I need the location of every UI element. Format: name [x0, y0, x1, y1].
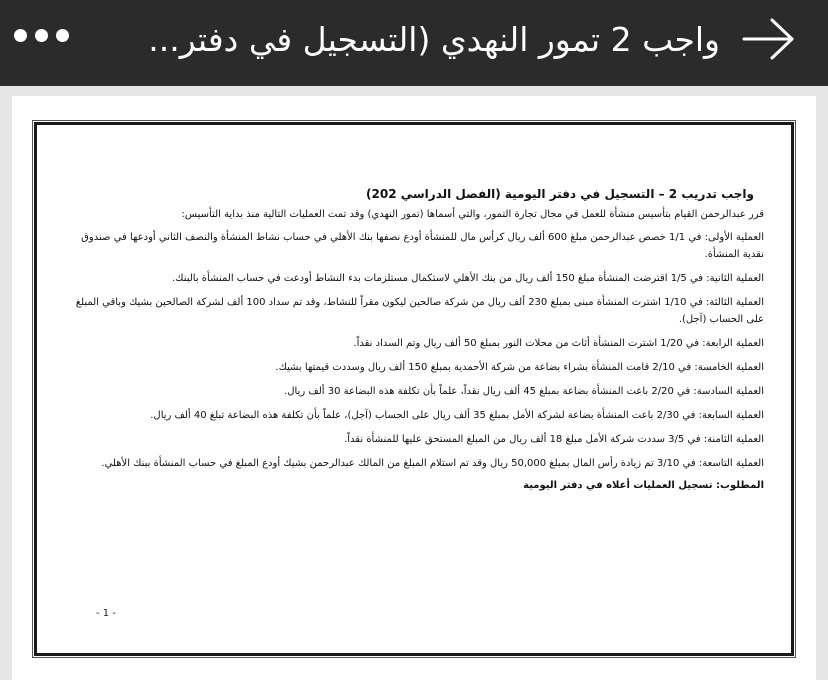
operation-item — [64, 294, 764, 328]
operation-label: العملية الثانية: — [706, 273, 764, 284]
operation-text: في 1/1 خصص عبدالرحمن مبلغ 600 ألف ريال كرأس مال للمنشأة أودع نصفها بنك الأهلي في حساب نشاط المنشأة والنصف الثاني أودعها في صندوق نقدية المنشأة. — [81, 232, 764, 260]
title-bar — [0, 0, 828, 86]
operation-text: في 3/5 سددت شركة الأمل مبلغ 18 ألف ريال من المبلغ المستحق عليها للمنشأة نقداً. — [344, 434, 701, 445]
operation-text: في 1/20 اشترت المنشأة أثاث من محلات النور بمبلغ 50 ألف ريال وتم السداد نقداً. — [353, 338, 700, 349]
document-page[interactable] — [12, 96, 816, 680]
operation-item — [64, 335, 764, 352]
operation-item — [64, 359, 764, 376]
operation-item — [64, 229, 764, 263]
required-task: المطلوب: تسجيل العمليات أعلاه في دفتر اليومية — [523, 480, 764, 491]
dot — [56, 29, 69, 42]
operation-text: في 2/10 قامت المنشأة بشراء بضاعة من شركة الأحمدية بمبلغ 150 ألف ريال وسددت قيمتها بشيك. — [275, 362, 692, 373]
document-content — [64, 186, 764, 493]
operation-item — [64, 270, 764, 287]
operation-item — [64, 407, 764, 424]
document-title: واجب 2 تمور النهدي (التسجيل في دفتر... — [148, 20, 720, 59]
arrow-right-icon[interactable] — [740, 14, 798, 64]
operation-text: في 2/30 باعت المنشأة بضاعة لشركة الأمل بمبلغ 35 ألف ريال على الحساب (آجل)، علماً بأن تكلفة هذه البضاعة تبلغ 40 ألف ريال. — [150, 410, 696, 421]
operation-text: في 2/20 باعت المنشأة بضاعة بمبلغ 45 ألف ريال نقداً، علماً بأن تكلفة هذه البضاعة 30 ألف ريال. — [284, 386, 691, 397]
operation-text: في 1/10 اشترت المنشأة مبنى بمبلغ 230 ألف ريال من شركة صالحين ليكون مقراً للنشاط، وقد تم سداد 100 ألف لشركة الصالحين بشيك وباقي المبلغ على الحساب (آجل). — [75, 297, 764, 325]
operation-text: في 3/10 تم زيادة رأس المال بمبلغ 50,000 ريال وقد تم استلام المبلغ من المالك عبدالرحمن بشيك أودع المبلغ في حساب المنشأة ببنك الأهلي. — [101, 458, 696, 469]
document-heading: واجب تدريب 2 – التسجيل في دفتر اليومية (الفصل الدراسي 202) — [366, 187, 754, 201]
operation-label: العملية الأولى: — [704, 232, 764, 243]
intro-paragraph: قرر عبدالرحمن القيام بتأسيس منشأة للعمل في مجال تجارة التمور، والتي أسماها (تمور النهدي) وقد تمت العمليات التالية منذ بداية التأسيس: — [181, 209, 764, 220]
operation-text: في 1/5 اقترضت المنشأة مبلغ 150 ألف ريال من بنك الأهلي لاستكمال مستلزمات بدء النشاط أودعت في حساب المنشأة بالبنك. — [172, 273, 704, 284]
operation-label: العملية الثالثة: — [706, 297, 764, 308]
page-number: - 1 - — [96, 608, 116, 619]
operation-item — [64, 383, 764, 400]
operation-label: العملية التاسعة: — [698, 458, 764, 469]
operation-label: العملية الثامنة: — [703, 434, 764, 445]
dot — [14, 29, 27, 42]
dot — [35, 29, 48, 42]
more-dots-icon[interactable] — [12, 26, 72, 46]
operation-label: العملية السادسة: — [693, 386, 764, 397]
operation-label: العملية الرابعة: — [702, 338, 764, 349]
operation-item — [64, 455, 764, 472]
operation-label: العملية السابعة: — [698, 410, 764, 421]
operation-item — [64, 431, 764, 448]
operation-label: العملية الخامسة: — [694, 362, 764, 373]
